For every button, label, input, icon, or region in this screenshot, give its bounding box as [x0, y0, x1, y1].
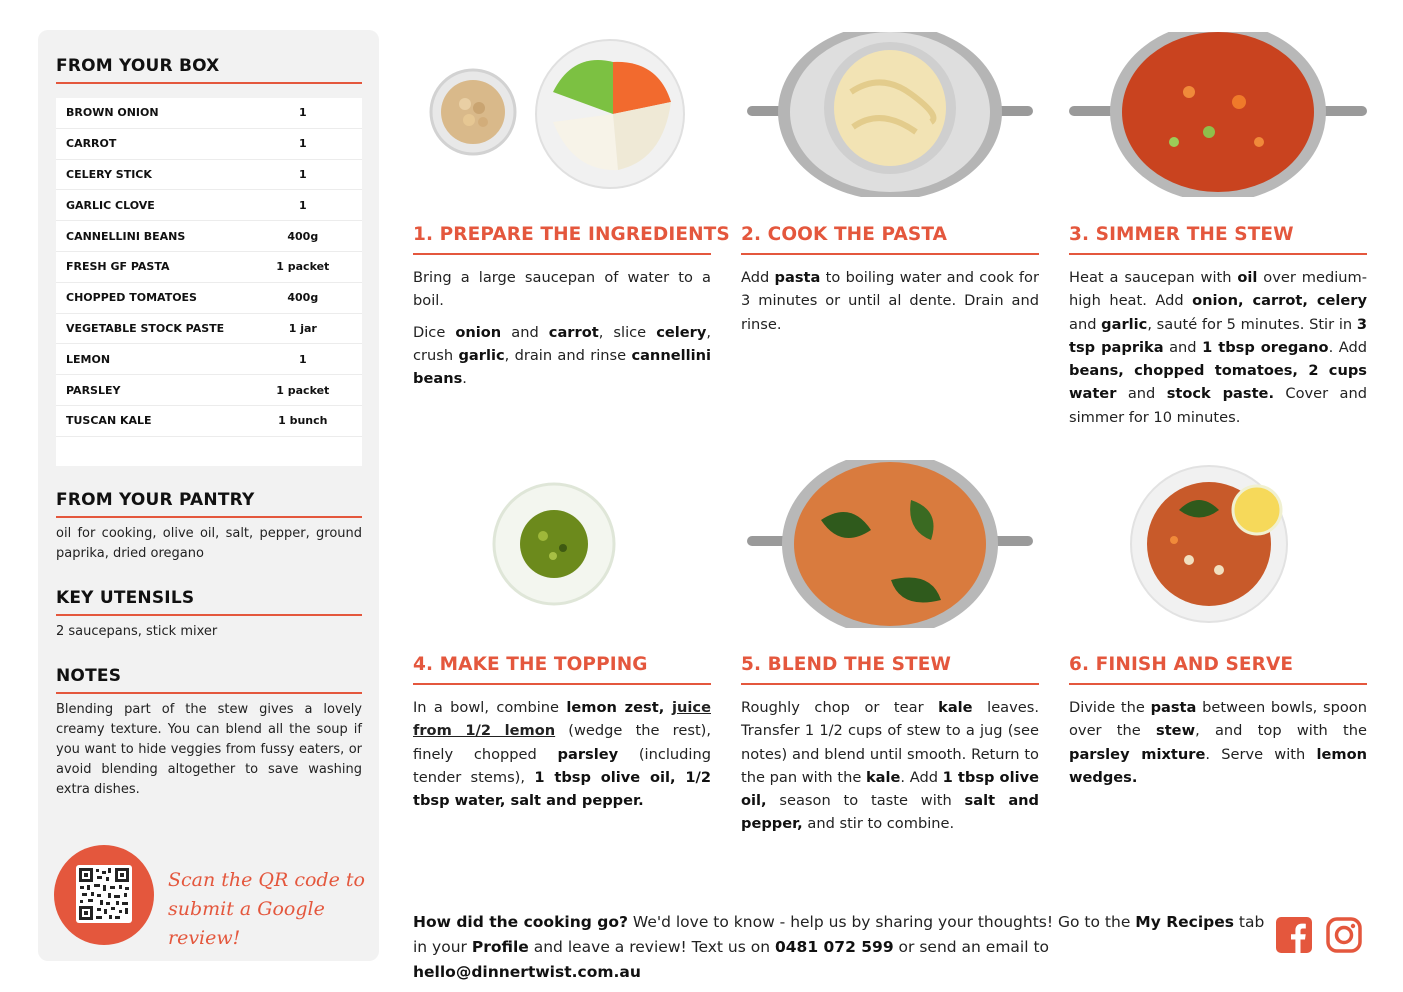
step-5-title: 5. BLEND THE STEW: [741, 654, 952, 675]
table-row: [56, 252, 362, 283]
profile-link[interactable]: Profile: [471, 938, 529, 956]
notes-heading: NOTES: [56, 666, 122, 686]
step-5-text: Roughly chop or tear kale leaves. Transfer 1 1/2 cups of stew to a jug (see notes) and blend until smooth. Return to the pan with the kale. Add 1 tbsp olive oil, season to taste with salt and pepper, and stir to combine.: [741, 699, 1039, 833]
topping-photo: [413, 460, 711, 628]
step-6-text: Divide the pasta between bowls, spoon over the stew, and top with the parsley mixture. Serve with lemon wedges.: [1069, 699, 1367, 786]
step-3-text: Heat a saucepan with oil over medium-high heat. Add onion, carrot, celery and garlic, sauté for 5 minutes. Stir in 3 tsp paprika and 1 tbsp oregano. Add beans, chopped tomatoes, 2 cups water and stock paste. Cover and simmer for 10 minutes.: [1069, 269, 1367, 426]
ingredient-name: CELERY STICK: [66, 167, 152, 181]
step-rule: [741, 683, 1039, 685]
ingredient-qty: 400g: [287, 229, 319, 243]
table-row: [56, 98, 362, 129]
ingredient-qty: 1 bunch: [278, 414, 328, 428]
step-2-body: [741, 266, 1039, 344]
ingredient-name: TUSCAN KALE: [66, 414, 152, 428]
step-rule: [741, 253, 1039, 255]
step-3-body: [1069, 266, 1367, 437]
from-your-box-heading: FROM YOUR BOX: [56, 56, 220, 76]
table-row: [56, 221, 362, 252]
instagram-icon[interactable]: [1326, 917, 1362, 953]
heading-rule: [56, 82, 362, 84]
ingredient-qty: 1 packet: [276, 383, 330, 397]
table-row: [56, 160, 362, 191]
heading-rule: [56, 692, 362, 694]
table-row: [56, 190, 362, 221]
step-rule: [1069, 253, 1367, 255]
box-ingredients-table: [56, 98, 362, 466]
serve-photo: [1069, 460, 1367, 628]
sidebar: [38, 30, 379, 961]
table-row: [56, 406, 362, 437]
step-5-body: [741, 696, 1039, 844]
key-utensils-heading: KEY UTENSILS: [56, 588, 195, 608]
ingredient-qty: 1 jar: [288, 321, 317, 335]
from-your-pantry-heading: FROM YOUR PANTRY: [56, 490, 255, 510]
ingredient-qty: 1: [298, 198, 307, 212]
ingredient-name: BROWN ONION: [66, 106, 159, 120]
ingredient-qty: 1: [298, 167, 307, 181]
blend-photo: [741, 460, 1039, 628]
step-2-text: Add pasta to boiling water and cook for 3 minutes or until al dente. Drain and rinse.: [741, 269, 1039, 333]
feedback-footer: How did the cooking go? We'd love to know - help us by sharing your thoughts! Go to the My Recipes tab in your Profile and leave a review! Text us on 0481 072 599 or send an email to hello@dinnertwist.com.au: [413, 913, 1265, 981]
table-row: [56, 129, 362, 160]
ingredient-qty: 400g: [287, 291, 319, 305]
phone-link[interactable]: 0481 072 599: [774, 938, 894, 956]
step-rule: [413, 253, 711, 255]
qr-caption: Scan the QR code to submit a Google review!: [168, 869, 365, 949]
step-6-title: 6. FINISH AND SERVE: [1069, 654, 1294, 675]
ingredient-qty: 1: [298, 352, 307, 366]
ingredient-name: FRESH GF PASTA: [66, 260, 170, 274]
email-link[interactable]: hello@dinnertwist.com.au: [413, 963, 641, 981]
ingredient-qty: 1: [298, 137, 307, 151]
footer-question: How did the cooking go?: [413, 913, 628, 931]
notes-text: Blending part of the stew gives a lovely creamy texture. You can blend all the soup if you want to hide veggies from fussy eaters, or avoid blending altogether to save washing extra dishes.: [56, 702, 362, 797]
step-1-body: [413, 266, 711, 398]
qr-code-icon: [76, 865, 132, 923]
step-rule: [413, 683, 711, 685]
heading-rule: [56, 516, 362, 518]
ingredient-name: CANNELLINI BEANS: [66, 229, 186, 243]
table-row: [56, 283, 362, 314]
ingredient-qty: 1 packet: [276, 260, 330, 274]
pasta-photo: [741, 32, 1039, 197]
facebook-icon[interactable]: [1276, 917, 1312, 953]
table-row: [56, 314, 362, 345]
ingredient-name: LEMON: [66, 352, 111, 366]
step-4-text: In a bowl, combine lemon zest, juice from 1/2 lemon (wedge the rest), finely chopped parsley (including tender stems), 1 tbsp olive oil, 1/2 tbsp water, salt and pepper.: [413, 699, 711, 810]
stew-photo: [1069, 32, 1367, 197]
table-row: [56, 344, 362, 375]
step-2-title: 2. COOK THE PASTA: [741, 224, 948, 245]
ingredient-name: GARLIC CLOVE: [66, 198, 155, 212]
ingredient-name: CHOPPED TOMATOES: [66, 291, 197, 305]
pantry-text: oil for cooking, olive oil, salt, pepper, ground paprika, dried oregano: [56, 526, 362, 561]
table-row: [56, 375, 362, 406]
step-4-body: [413, 696, 711, 820]
heading-rule: [56, 614, 362, 616]
ingredient-qty: 1: [298, 106, 307, 120]
ingredient-name: PARSLEY: [66, 383, 121, 397]
qr-code-badge[interactable]: [54, 845, 154, 945]
my-recipes-link[interactable]: My Recipes: [1135, 913, 1234, 931]
step-6-body: [1069, 696, 1367, 797]
step-3-title: 3. SIMMER THE STEW: [1069, 224, 1294, 245]
ingredients-photo: [413, 32, 711, 197]
step-4-title: 4. MAKE THE TOPPING: [413, 654, 648, 675]
step-1-title: 1. PREPARE THE INGREDIENTS: [413, 224, 730, 245]
ingredient-name: VEGETABLE STOCK PASTE: [66, 321, 225, 335]
ingredient-name: CARROT: [66, 137, 117, 151]
step-1-text: Dice onion and carrot, slice celery, crush garlic, drain and rinse cannellini beans.: [413, 323, 712, 388]
step-1-text: Bring a large saucepan of water to a boil.: [413, 269, 711, 310]
step-rule: [1069, 683, 1367, 685]
utensils-text: 2 saucepans, stick mixer: [56, 624, 218, 639]
